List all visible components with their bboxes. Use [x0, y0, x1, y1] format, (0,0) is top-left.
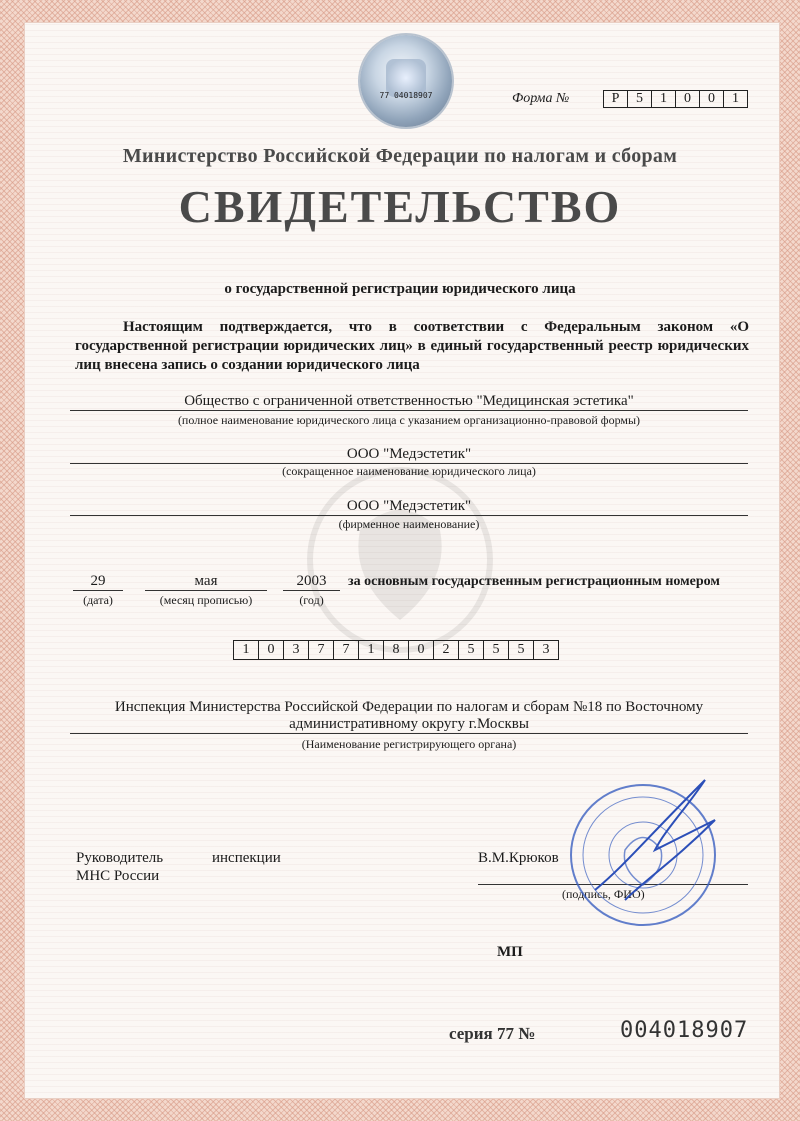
date-day: 29: [73, 573, 123, 591]
registration-digit: 2: [433, 640, 458, 660]
authority-name: Инспекция Министерства Российской Федерации по налогам и сборам №18 по Восточному административному округу г.Москвы: [70, 699, 748, 734]
date-year-caption: (год): [299, 593, 324, 607]
emblem-watermark: [300, 460, 500, 660]
signature-caption: (подпись, ФИО): [562, 887, 645, 901]
registration-digit: 8: [383, 640, 408, 660]
hologram-number: 77 04018907: [379, 91, 433, 100]
form-code-char: 1: [651, 90, 675, 108]
form-code-char: Р: [603, 90, 627, 108]
registration-text: за основным государственным регистрационным номером: [348, 574, 720, 589]
series-number: 004018907: [620, 1018, 749, 1043]
document-title: СВИДЕТЕЛЬСТВО: [178, 181, 622, 232]
form-code-char: 5: [627, 90, 651, 108]
date-day-caption: (дата): [83, 593, 113, 607]
ministry-heading: Министерство Российской Федерации по налогам и сборам: [122, 145, 678, 167]
authority-caption: (Наименование регистрирующего органа): [301, 737, 517, 751]
signer-name: В.М.Крюков: [478, 850, 559, 866]
registration-digit: 5: [483, 640, 508, 660]
document-subtitle: о государственной регистрации юридического лица: [224, 281, 576, 297]
date-year: 2003: [283, 573, 340, 591]
short-name-value: ООО "Медэстетик": [70, 446, 748, 464]
form-code-char: 1: [723, 90, 748, 108]
brand-name-caption: (фирменное наименование): [338, 517, 480, 531]
head-title-word1: Руководитель: [76, 850, 164, 866]
date-month: мая: [145, 573, 267, 591]
stamp-place-label: МП: [497, 944, 523, 960]
registration-digit: 0: [408, 640, 433, 660]
full-name-value: Общество с ограниченной ответственностью "Медицинская эстетика": [70, 393, 748, 411]
registration-digit: 3: [533, 640, 559, 660]
registration-digit: 0: [258, 640, 283, 660]
registration-number: [233, 640, 559, 660]
confirmation-text: Настоящим подтверждается, что в соответствии с Федеральным законом «О государственной регистрации юридических лиц» в единый государственный реестр юридических лиц внесена запись о создании юридического лица: [75, 319, 749, 373]
registration-digit: 1: [233, 640, 258, 660]
registration-digit: 7: [333, 640, 358, 660]
form-code-char: 0: [675, 90, 699, 108]
registration-digit: 1: [358, 640, 383, 660]
registration-digit: 7: [308, 640, 333, 660]
head-title-word2: инспекции: [212, 850, 281, 866]
registration-digit: 5: [458, 640, 483, 660]
date-month-caption: (месяц прописью): [159, 593, 253, 607]
full-name-caption: (полное наименование юридического лица с указанием организационно-правовой формы): [177, 413, 641, 427]
form-code: [603, 90, 748, 108]
series-label: серия 77 №: [449, 1024, 536, 1043]
form-label: Форма №: [512, 91, 570, 106]
registration-digit: 3: [283, 640, 308, 660]
registration-digit: 5: [508, 640, 533, 660]
head-title-line2: МНС России: [76, 868, 160, 884]
brand-name-value: ООО "Медэстетик": [70, 498, 748, 516]
official-stamp: [555, 770, 730, 930]
hologram-seal: [360, 35, 452, 127]
short-name-caption: (сокращенное наименование юридического лица): [282, 464, 536, 478]
form-code-char: 0: [699, 90, 723, 108]
